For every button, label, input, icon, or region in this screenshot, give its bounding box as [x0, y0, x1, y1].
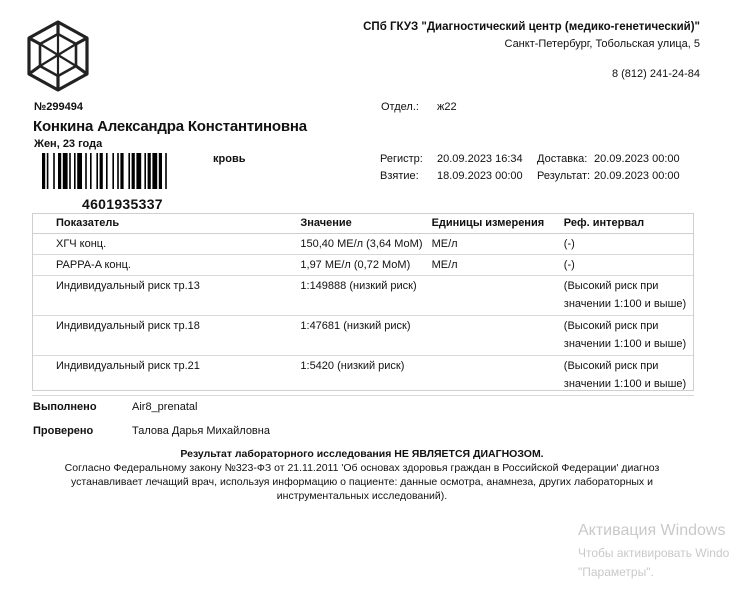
table-row: [32, 276, 694, 316]
row-value: 1:5420 (низкий риск): [300, 356, 431, 396]
table-row: [32, 234, 694, 255]
patient-name: Конкина Александра Константиновна: [33, 118, 307, 135]
taken-label: Взятие:: [380, 170, 419, 182]
barcode-bar: [128, 153, 130, 189]
barcode-bar: [100, 153, 103, 189]
barcode-bar: [42, 153, 45, 189]
patient-sex-age: Жен, 23 года: [34, 138, 103, 150]
barcode-bar: [77, 153, 82, 189]
table-row: [32, 356, 694, 396]
barcode-bar: [69, 153, 71, 189]
disclaimer: [40, 447, 684, 503]
table-row: [32, 255, 694, 276]
barcode-bar: [144, 153, 146, 189]
barcode-bar: [106, 153, 108, 189]
order-number: №299494: [34, 101, 83, 113]
reference-line-2: значении 1:100 и выше): [563, 298, 687, 310]
barcode-bar: [47, 153, 49, 189]
barcode-bar: [159, 153, 162, 189]
registered-value: 20.09.2023 16:34: [437, 153, 523, 165]
delivered-value: 20.09.2023 00:00: [594, 153, 680, 165]
windows-activation-title: Активация Windows: [578, 522, 726, 539]
disclaimer-line: устанавливает лечащий врач, используя информацию о пациенте: данные осмотра, анамнеза, других лабораторных и: [71, 476, 653, 488]
row-indicator: PAPPA-A конц.: [32, 255, 300, 276]
row-reference: [564, 276, 694, 316]
row-indicator: Индивидуальный риск тр.18: [32, 316, 300, 356]
row-indicator: ХГЧ конц.: [32, 234, 300, 255]
result-label: Результат:: [537, 170, 591, 182]
row-unit: [432, 356, 564, 396]
barcode: [42, 153, 198, 189]
barcode-bar: [85, 153, 87, 189]
delivered-label: Доставка:: [537, 153, 588, 165]
material-type: кровь: [213, 153, 246, 165]
barcode-bar: [117, 153, 119, 189]
barcode-bar: [96, 153, 98, 189]
result-value: 20.09.2023 00:00: [594, 170, 680, 182]
header-value: Значение: [300, 213, 431, 234]
barcode-bar: [74, 153, 76, 189]
barcode-bar: [165, 153, 167, 189]
barcode-bar: [112, 153, 114, 189]
row-value: 1:149888 (низкий риск): [300, 276, 431, 316]
header-units: Единицы измерения: [432, 213, 564, 234]
barcode-bar: [58, 153, 61, 189]
row-value: 1,97 МЕ/л (0,72 МоМ): [300, 255, 431, 276]
performed-label: Выполнено: [33, 401, 97, 413]
barcode-number: 4601935337: [82, 196, 163, 212]
reference-line-2: значении 1:100 и выше): [563, 378, 687, 390]
reference-line-2: значении 1:100 и выше): [563, 338, 687, 350]
barcode-bar: [120, 153, 123, 189]
organization-name: СПб ГКУЗ "Диагностический центр (медико-генетический)": [363, 21, 700, 33]
barcode-bar: [132, 153, 135, 189]
row-unit: МЕ/л: [432, 234, 564, 255]
row-reference: (-): [564, 255, 694, 276]
header-indicator: Показатель: [32, 213, 300, 234]
performed-value: Air8_prenatal: [132, 401, 198, 413]
row-unit: [432, 316, 564, 356]
barcode-bar: [136, 153, 141, 189]
organization-address: Санкт-Петербург, Тобольская улица, 5: [504, 38, 700, 50]
disclaimer-line: Согласно Федеральному закону №323-ФЗ от 21.11.2011 'Об основах здоровья граждан в Российской Федерации' диагноз: [64, 462, 660, 474]
windows-activation-line: Чтобы активировать Windo: [578, 546, 730, 560]
dna-polyhedron-logo-icon: [26, 20, 90, 92]
barcode-bar: [152, 153, 157, 189]
row-indicator: Индивидуальный риск тр.21: [32, 356, 300, 396]
registered-label: Регистр:: [380, 153, 423, 165]
table-row: [32, 316, 694, 356]
row-indicator: Индивидуальный риск тр.13: [32, 276, 300, 316]
row-value: 1:47681 (низкий риск): [300, 316, 431, 356]
row-reference: [564, 356, 694, 396]
organization-phone: 8 (812) 241-24-84: [611, 68, 700, 80]
barcode-bar: [90, 153, 92, 189]
reference-line-1: (Высокий риск при: [563, 280, 659, 292]
department-label: Отдел.:: [381, 101, 419, 113]
row-reference: (-): [564, 234, 694, 255]
checked-label: Проверено: [33, 425, 94, 437]
row-reference: [564, 316, 694, 356]
disclaimer-line: инструментальных исследований).: [276, 490, 448, 502]
taken-value: 18.09.2023 00:00: [437, 170, 523, 182]
barcode-bar: [148, 153, 151, 189]
checked-value: Талова Дарья Михайловна: [132, 425, 270, 437]
department-value: ж22: [437, 101, 457, 113]
row-unit: [432, 276, 564, 316]
barcode-bar: [63, 153, 68, 189]
results-table: [32, 213, 694, 396]
table-header-row: [32, 213, 694, 234]
reference-line-1: (Высокий риск при: [563, 320, 659, 332]
barcode-bar: [53, 153, 55, 189]
reference-line-1: (Высокий риск при: [563, 360, 659, 372]
windows-activation-line: "Параметры".: [578, 565, 654, 579]
row-unit: МЕ/л: [432, 255, 564, 276]
disclaimer-title: Результат лабораторного исследования НЕ ЯВЛЯЕТСЯ ДИАГНОЗОМ.: [180, 448, 544, 460]
header-reference: Реф. интервал: [564, 213, 694, 234]
row-value: 150,40 МЕ/л (3,64 МоМ): [300, 234, 431, 255]
